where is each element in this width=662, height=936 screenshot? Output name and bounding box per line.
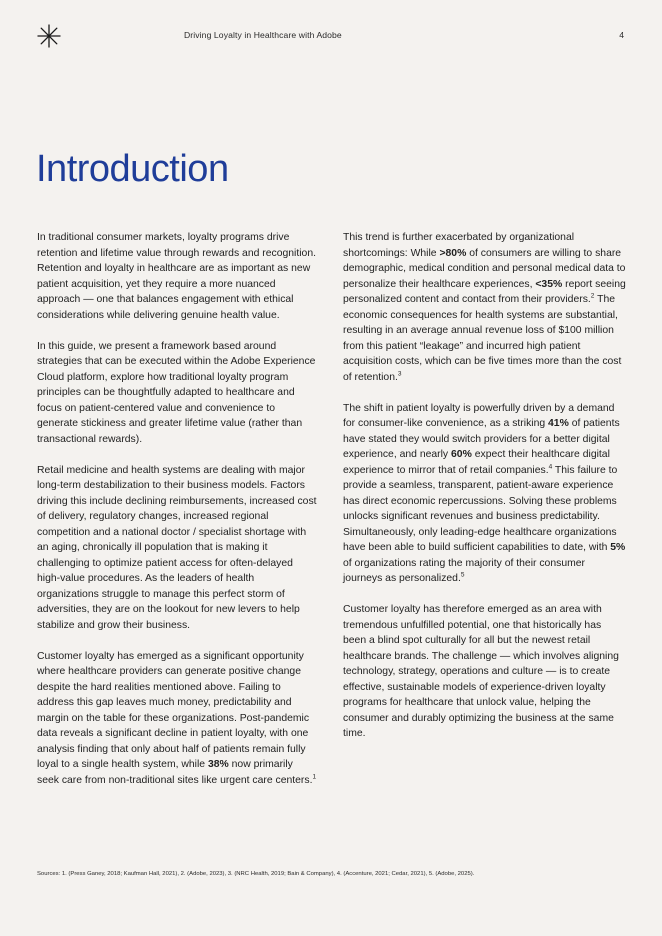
asterisk-logo-icon [37, 24, 61, 48]
text-run: The shift in patient loyalty is powerfully driven by a demand for consumer-like convenience, as a striking [343, 402, 615, 429]
text-run: expect their healthcare digital experience to mirror that of retail companies. [343, 449, 610, 476]
stat-highlight: 5% [610, 542, 626, 553]
paragraph: In traditional consumer markets, loyalty programs drive retention and lifetime value through rewards and recognition. Retention and loyalty in healthcare are as important as new patient acquisition, yet they require a more nuanced approach — one that balances engagement with ethical considerations while delivering genuine health value. [37, 232, 316, 321]
paragraph: In this guide, we present a framework based around strategies that can be executed within the Adobe Experience Cloud platform, explore how traditional loyalty program principles can be thoughtfully adapted to healthcare and focus on patient-centered value and convenience to generate stickiness and greater lifetime value (rather than transactional rewards). [37, 340, 316, 445]
paragraph [37, 649, 317, 789]
text-run: The economic consequences for health systems are substantial, resulting in an average annual revenue loss of $100 million from this patient “leakage” and incurred high patient acquisition costs, which can be five times more than the cost of retention. [343, 294, 622, 383]
text-run: report seeing personalized content and contact from their providers. [343, 278, 626, 305]
footnote-ref: 3 [397, 370, 402, 378]
text-run: of patients have stated they would switch providers for a better digital experience, and nearly [343, 418, 620, 460]
right-column [343, 230, 626, 757]
paragraph: Retail medicine and health systems are dealing with major long-term destabilization to their business models. Factors driving this include declining reimbursements, increased cost of delivery, regulatory changes, increased regional competition and a national doctor / specialist shortage with an aging, chronically ill population that is making it challenging to optimize patient access for often-delayed high-value procedures. As the leaders of health organizations struggle to manage this perfect storm of adversities, they are on the lookout for new levers to help stabilize and grow their business. [37, 464, 317, 631]
text-run: Customer loyalty has emerged as a significant opportunity where healthcare providers can generate positive change despite the hard realities mentioned above. Failing to address this gap leaves much money, predictability and margin on the table for these organizations. Post-pandemic data reveals a significant decline in patient loyalty, with one analysis finding that only about half of patients remain fully loyal to a single health system, while [37, 650, 310, 770]
stat-highlight: 60% [451, 449, 472, 460]
text-run: This trend is further exacerbated by organizational shortcomings: While [343, 232, 575, 259]
stat-highlight: 41% [548, 418, 569, 429]
page-number: 4 [619, 30, 624, 40]
paragraph: Customer loyalty has therefore emerged as an area with tremendous unfulfilled potential, one that historically has been a blind spot culturally for all but the newest retail healthcare brands. The challenge — which involves aligning technology, strategy, operations and culture — is to create effective, sustainable models of experience-driven loyalty programs for healthcare that unlock value, helping the consumer and durably optimizing the business at the same time. [343, 604, 619, 739]
sources-footnote: Sources: 1. (Press Ganey, 2018; Kaufman Hall, 2021), 2. (Adobe, 2023), 3. (NRC Health, 2019; Bain & Company), 4. (Accenture, 2021; Cedar, 2021), 5. (Adobe, 2025). [37, 871, 475, 877]
text-run: of consumers are willing to share demographic, medical condition and personal medical data to personalize their healthcare experiences, [343, 247, 626, 290]
text-run: now primarily seek care from non-traditional sites like urgent care centers. [37, 759, 313, 786]
footnote-ref: 4 [548, 463, 553, 471]
footnote-ref: 5 [460, 571, 465, 579]
running-header: Driving Loyalty in Healthcare with Adobe [184, 30, 342, 40]
paragraph [343, 230, 626, 385]
page-title: Introduction [36, 148, 229, 190]
stat-highlight: 38% [207, 759, 229, 770]
paragraph [343, 401, 626, 587]
stat-highlight: >80% [439, 247, 467, 259]
left-column [37, 230, 317, 804]
text-run: of organizations rating the majority of their consumer journeys as personalized. [343, 557, 585, 584]
footnote-ref: 1 [312, 773, 317, 781]
text-run: This failure to provide a seamless, transparent, patient-aware experience has direct economic repercussions. Solving these problems unlocks significant revenues and business predictability. Simultaneously, only leading-edge healthcare organizations have been able to build sufficient capabilities to date, with [343, 464, 618, 553]
footnote-ref: 2 [590, 292, 595, 300]
stat-highlight: <35% [535, 278, 563, 290]
